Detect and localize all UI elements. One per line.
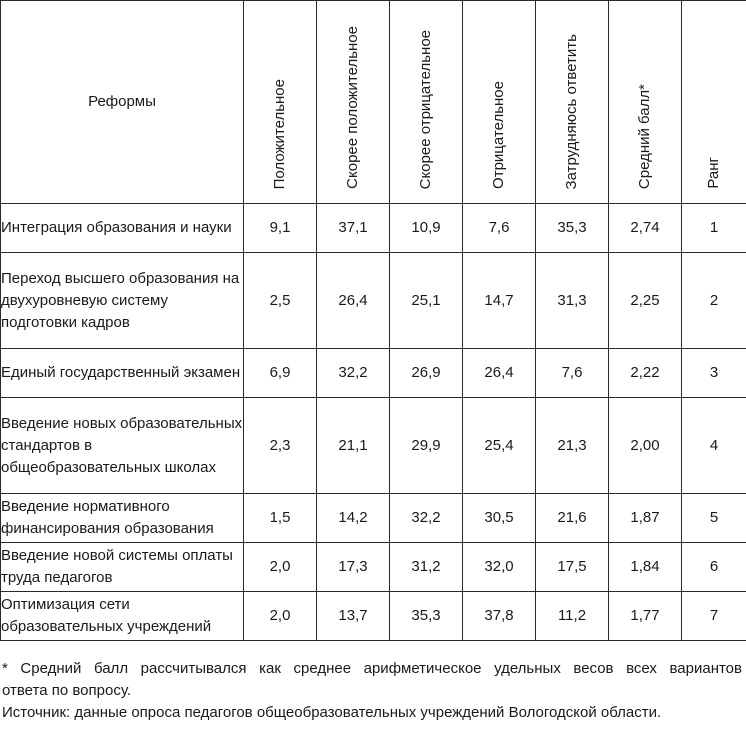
cell-rank: 1	[682, 204, 746, 253]
cell-negative: 7,6	[463, 204, 536, 253]
cell-negative: 30,5	[463, 494, 536, 543]
cell-positive: 1,5	[244, 494, 317, 543]
table-header-row	[1, 1, 746, 204]
cell-difficult: 17,5	[536, 543, 609, 592]
header-rather-negative-label: Скорее отрицательное	[417, 29, 434, 189]
cell-difficult: 31,3	[536, 253, 609, 349]
cell-rather-negative: 10,9	[390, 204, 463, 253]
source-note: Источник: данные опроса педагогов общеобразовательных учреждений Вологодской области.	[2, 704, 662, 721]
cell-avg: 2,74	[609, 204, 682, 253]
cell-positive: 2,0	[244, 592, 317, 641]
cell-positive: 6,9	[244, 349, 317, 398]
cell-avg: 1,87	[609, 494, 682, 543]
cell-rather-negative: 29,9	[390, 398, 463, 494]
cell-negative: 26,4	[463, 349, 536, 398]
header-negative-label: Отрицательное	[490, 81, 507, 189]
header-rank-label: Ранг	[705, 157, 722, 189]
header-avg	[609, 1, 682, 204]
cell-difficult: 21,6	[536, 494, 609, 543]
cell-avg: 2,25	[609, 253, 682, 349]
cell-rank: 2	[682, 253, 746, 349]
cell-rank: 3	[682, 349, 746, 398]
reform-name: Интеграция образования и науки	[1, 204, 244, 253]
cell-rank: 5	[682, 494, 746, 543]
footnote-line-1: * Средний балл рассчитывался как среднее арифметическое удельных весов всех вариантов	[2, 660, 742, 677]
cell-rather-positive: 17,3	[317, 543, 390, 592]
cell-avg: 1,77	[609, 592, 682, 641]
cell-difficult: 21,3	[536, 398, 609, 494]
cell-positive: 2,5	[244, 253, 317, 349]
header-rather-positive	[317, 1, 390, 204]
cell-rather-negative: 32,2	[390, 494, 463, 543]
cell-rather-positive: 26,4	[317, 253, 390, 349]
table-row	[1, 349, 746, 398]
cell-negative: 25,4	[463, 398, 536, 494]
cell-negative: 14,7	[463, 253, 536, 349]
table-row	[1, 398, 746, 494]
reform-name: Переход высшего образования на двухуровневую систему подготовки кадров	[1, 253, 244, 349]
table-row	[1, 253, 746, 349]
cell-difficult: 7,6	[536, 349, 609, 398]
table-notes	[0, 658, 742, 724]
reform-name: Единый государственный экзамен	[1, 349, 244, 398]
cell-positive: 2,3	[244, 398, 317, 494]
header-difficult-label: Затрудняюсь ответить	[563, 33, 580, 189]
table-row	[1, 543, 746, 592]
cell-avg: 2,22	[609, 349, 682, 398]
cell-rather-positive: 37,1	[317, 204, 390, 253]
reform-name: Введение новой системы оплаты труда педагогов	[1, 543, 244, 592]
reform-name: Введение нормативного финансирования образования	[1, 494, 244, 543]
table-row	[1, 494, 746, 543]
cell-rather-negative: 26,9	[390, 349, 463, 398]
footnote-line-2: ответа по вопросу.	[2, 682, 131, 699]
table-row	[1, 592, 746, 641]
cell-rather-negative: 31,2	[390, 543, 463, 592]
cell-rather-positive: 32,2	[317, 349, 390, 398]
cell-negative: 32,0	[463, 543, 536, 592]
cell-rank: 4	[682, 398, 746, 494]
cell-difficult: 11,2	[536, 592, 609, 641]
table-row	[1, 204, 746, 253]
cell-positive: 2,0	[244, 543, 317, 592]
header-positive	[244, 1, 317, 204]
cell-avg: 2,00	[609, 398, 682, 494]
header-negative	[463, 1, 536, 204]
header-rather-negative	[390, 1, 463, 204]
cell-rather-positive: 14,2	[317, 494, 390, 543]
cell-rather-negative: 35,3	[390, 592, 463, 641]
reform-name: Оптимизация сети образовательных учреждений	[1, 592, 244, 641]
header-positive-label: Положительное	[271, 78, 288, 189]
header-rank	[682, 1, 746, 204]
cell-negative: 37,8	[463, 592, 536, 641]
header-avg-label: Средний балл*	[636, 83, 653, 189]
cell-difficult: 35,3	[536, 204, 609, 253]
header-reform	[1, 1, 244, 204]
reform-name: Введение новых образовательных стандартов в общеобразовательных школах	[1, 398, 244, 494]
cell-rank: 7	[682, 592, 746, 641]
cell-rather-negative: 25,1	[390, 253, 463, 349]
cell-rank: 6	[682, 543, 746, 592]
cell-rather-positive: 13,7	[317, 592, 390, 641]
header-rather-positive-label: Скорее положительное	[344, 26, 361, 189]
header-reform-label: Реформы	[88, 93, 156, 110]
header-difficult	[536, 1, 609, 204]
cell-avg: 1,84	[609, 543, 682, 592]
cell-positive: 9,1	[244, 204, 317, 253]
cell-rather-positive: 21,1	[317, 398, 390, 494]
